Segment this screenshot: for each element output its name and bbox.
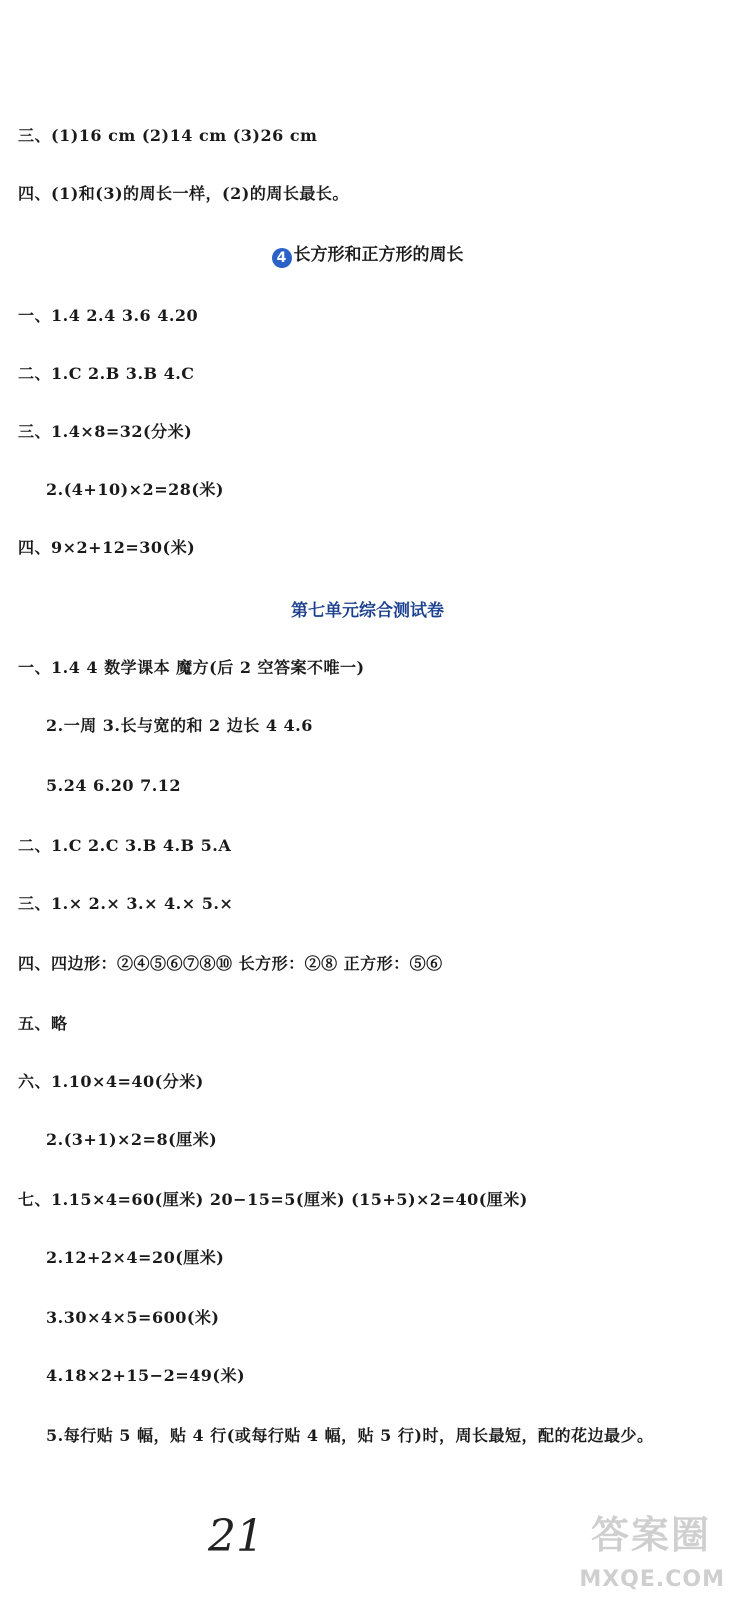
answer-line: 五、略	[18, 1014, 68, 1033]
answer-line: 2.一周 3.长与宽的和 2 边长 4 4.6	[46, 716, 313, 735]
unit-heading: 第七单元综合测试卷	[291, 601, 444, 621]
answer-line: 一、1.4 2.4 3.6 4.20	[18, 306, 199, 325]
answer-line: 四、(1)和(3)的周长一样，(2)的周长最长。	[18, 184, 349, 203]
answer-line: 4.18×2+15−2=49(米)	[46, 1366, 246, 1385]
watermark-text-bottom: MXQE.COM	[579, 1567, 725, 1592]
watermark-text-top: 答案圈	[590, 1513, 711, 1557]
section-title: 长方形和正方形的周长	[293, 245, 464, 265]
answer-line: 2.(3+1)×2=8(厘米)	[46, 1130, 218, 1149]
answer-line: 5.24 6.20 7.12	[46, 776, 182, 795]
answer-line: 2.12+2×4=20(厘米)	[46, 1248, 225, 1267]
section-number-badge: 4	[272, 248, 292, 268]
watermark-logo	[539, 1504, 729, 1592]
page-number: 21	[208, 1511, 264, 1562]
answer-line: 5.每行贴 5 幅，贴 4 行(或每行贴 4 幅，贴 5 行)时，周长最短，配的花边最少。	[46, 1426, 654, 1445]
section-heading	[0, 244, 735, 268]
answer-line: 六、1.10×4=40(分米)	[18, 1072, 204, 1091]
answer-line: 三、1.4×8=32(分米)	[18, 422, 193, 441]
answer-line: 3.30×4×5=600(米)	[46, 1308, 220, 1327]
answer-line: 二、1.C 2.C 3.B 4.B 5.A	[18, 836, 232, 855]
answer-line: 七、1.15×4=60(厘米) 20−15=5(厘米) (15+5)×2=40(厘米)	[18, 1190, 528, 1209]
answer-line: 一、1.4 4 数学课本 魔方(后 2 空答案不唯一)	[18, 658, 365, 677]
answer-line: 三、1.× 2.× 3.× 4.× 5.×	[18, 894, 234, 913]
answer-line: 二、1.C 2.B 3.B 4.C	[18, 364, 195, 383]
answer-line: 四、9×2+12=30(米)	[18, 538, 196, 557]
answer-line: 2.(4+10)×2=28(米)	[46, 480, 225, 499]
answer-line: 三、(1)16 cm (2)14 cm (3)26 cm	[18, 126, 318, 145]
answer-line: 四、四边形：②④⑤⑥⑦⑧⑩ 长方形：②⑧ 正方形：⑤⑥	[18, 954, 443, 973]
